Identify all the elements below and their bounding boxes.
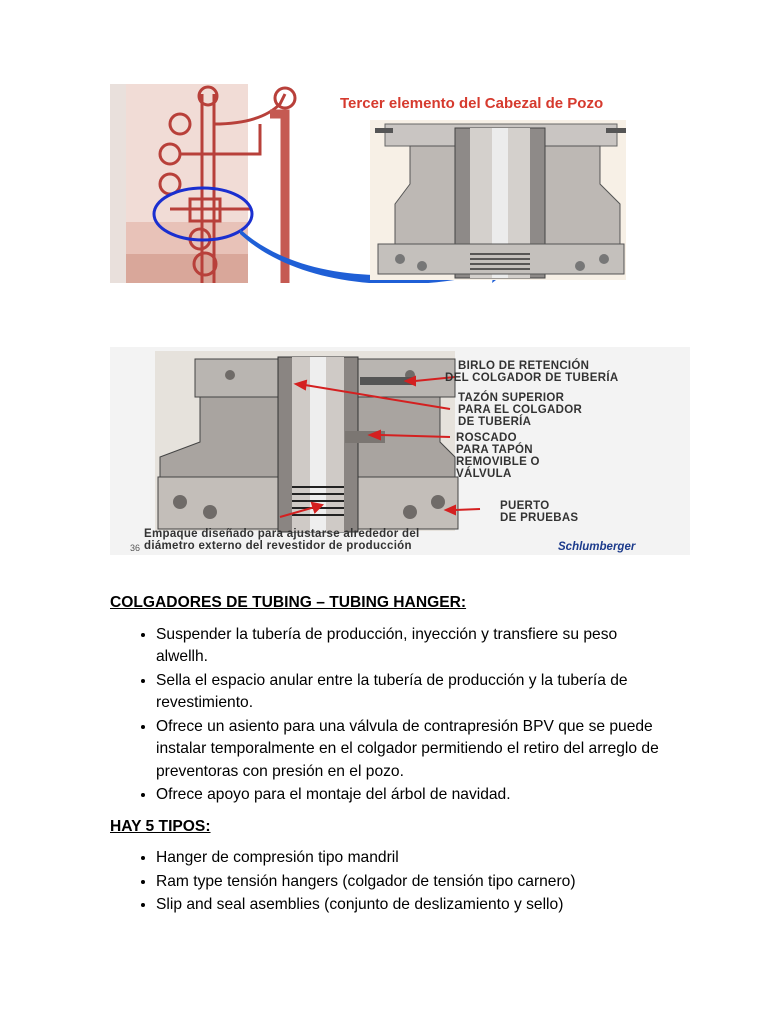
section1-bullet-list: [110, 623, 670, 807]
section2-heading: HAY 5 TIPOS:: [110, 817, 211, 835]
callout-tazon: TAZÓN SUPERIOR PARA EL COLGADOR DE TUBERÍA: [458, 392, 583, 428]
schlumberger-logo: Schlumberger: [558, 541, 636, 553]
list-item: • Ofrece un asiento para una válvula de contrapresión BPV que se puede instalar temporalmente en el colgador permitiendo el retiro del arreglo de preventoras con presión en el pozo.: [156, 715, 670, 784]
section1-heading: COLGADORES DE TUBING – TUBING HANGER:: [110, 594, 467, 611]
document-body: [110, 592, 670, 926]
tubing-head-labeled-figure: [110, 347, 690, 555]
wellhead-figure-1: [110, 84, 676, 283]
list-item: • Sella el espacio anular entre la tubería de producción y la tubería de revestimiento.: [156, 669, 670, 715]
page-number: 36: [130, 543, 141, 553]
list-item: • Hanger de compresión tipo mandril: [156, 846, 670, 870]
list-item: • Ram type tensión hangers (colgador de tensión tipo carnero): [156, 870, 670, 894]
tubing-head-cross-section: [370, 120, 626, 280]
list-item: • Slip and seal asemblies (conjunto de deslizamiento y sello): [156, 893, 670, 917]
callout-birlo: BIRLO DE RETENCIÓN DEL COLGADOR DE TUBERÍA: [445, 360, 619, 384]
bottom-caption: Empaque diseñado para ajustarse alrededor del diámetro externo del revestidor de producción: [144, 528, 420, 552]
callout-roscado: ROSCADO PARA TAPÓN REMOVIBLE O VÁLVULA: [456, 432, 540, 480]
section2-bullet-list: [110, 846, 670, 917]
callout-puerto: PUERTO DE PRUEBAS: [500, 500, 579, 524]
figure1-title: Tercer elemento del Cabezal de Pozo: [340, 95, 604, 112]
list-item: • Suspender la tubería de producción, inyección y transfiere su peso alwellh.: [156, 623, 670, 669]
list-item: • Ofrece apoyo para el montaje del árbol de navidad.: [156, 783, 670, 807]
